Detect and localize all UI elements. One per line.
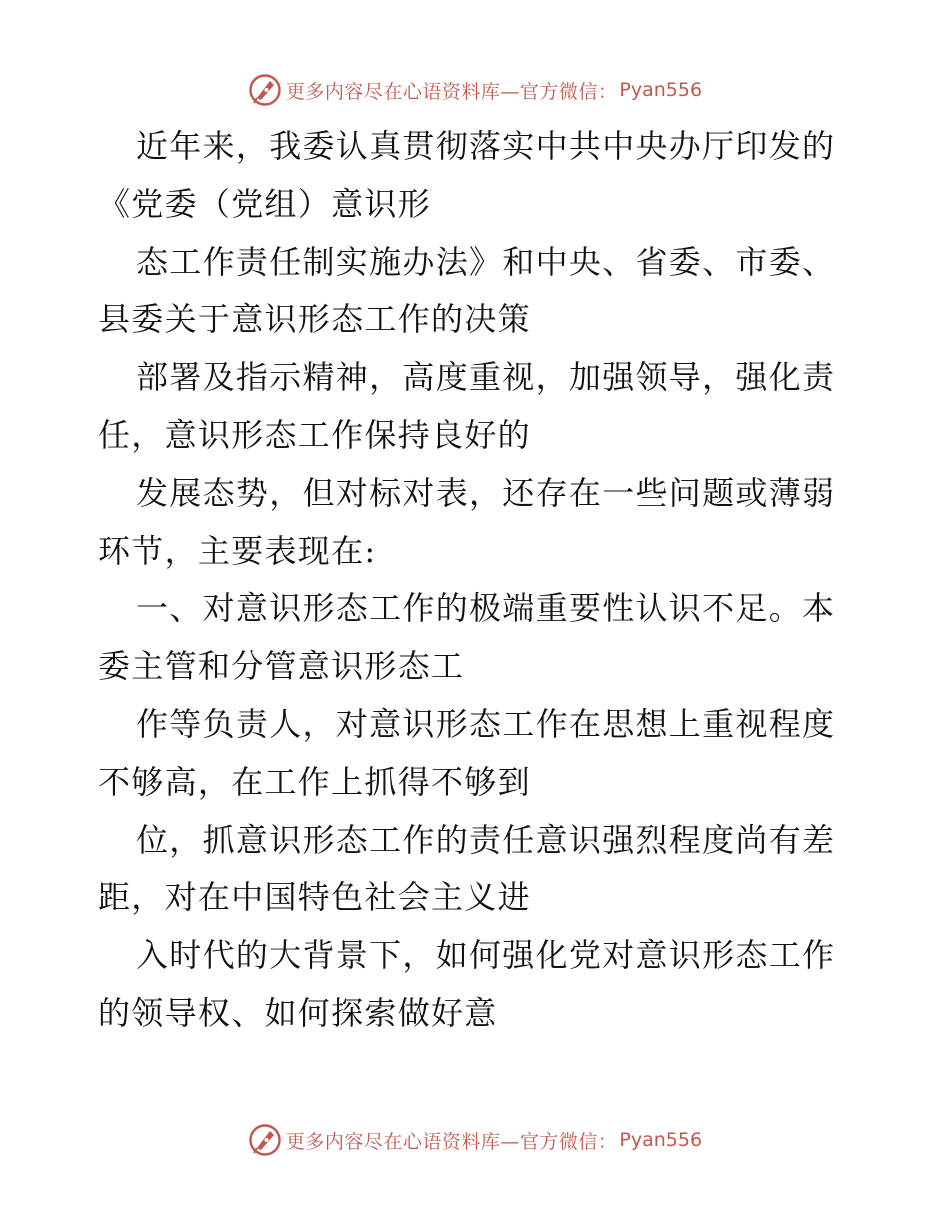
text-line: 态工作责任制实施办法》和中央、省委、市委、 xyxy=(136,242,836,281)
brand-text: 更多内容尽在心语资料库—官方微信： xyxy=(285,1130,618,1153)
text-line: 环节，主要表现在: xyxy=(98,531,377,570)
text-line: 《党委（党组）意识形 xyxy=(98,184,432,223)
pen-nib-circle-icon xyxy=(248,73,282,107)
text-line: 入时代的大背景下，如何强化党对意识形态工作 xyxy=(136,936,836,975)
text-line: 部署及指示精神，高度重视，加强领导，强化责 xyxy=(136,358,836,397)
brand-text: 更多内容尽在心语资料库—官方微信： xyxy=(285,80,618,103)
pen-nib-circle-icon xyxy=(248,1123,282,1157)
text-line: 一、对意识形态工作的极端重要性认识不足。本 xyxy=(136,589,836,628)
text-line: 县委关于意识形态工作的决策 xyxy=(98,300,531,339)
document-body xyxy=(98,118,858,1043)
wechat-id: Pyan556 xyxy=(619,79,703,101)
footer-banner xyxy=(0,1120,950,1160)
text-line: 委主管和分管意识形态工 xyxy=(98,647,465,686)
wechat-id: Pyan556 xyxy=(619,1129,703,1151)
text-line: 的领导权、如何探索做好意 xyxy=(98,993,498,1032)
text-line: 距，对在中国特色社会主义进 xyxy=(98,878,531,917)
text-line: 作等负责人，对意识形态工作在思想上重视程度 xyxy=(136,704,836,743)
header-banner xyxy=(0,70,950,110)
text-line: 发展态势，但对标对表，还存在一些问题或薄弱 xyxy=(136,473,836,512)
text-line: 近年来，我委认真贯彻落实中共中央办厅印发的 xyxy=(136,127,836,165)
text-line: 任，意识形态工作保持良好的 xyxy=(98,415,531,454)
text-line: 位，抓意识形态工作的责任意识强烈程度尚有差 xyxy=(136,820,836,859)
text-line: 不够高，在工作上抓得不够到 xyxy=(98,762,531,801)
